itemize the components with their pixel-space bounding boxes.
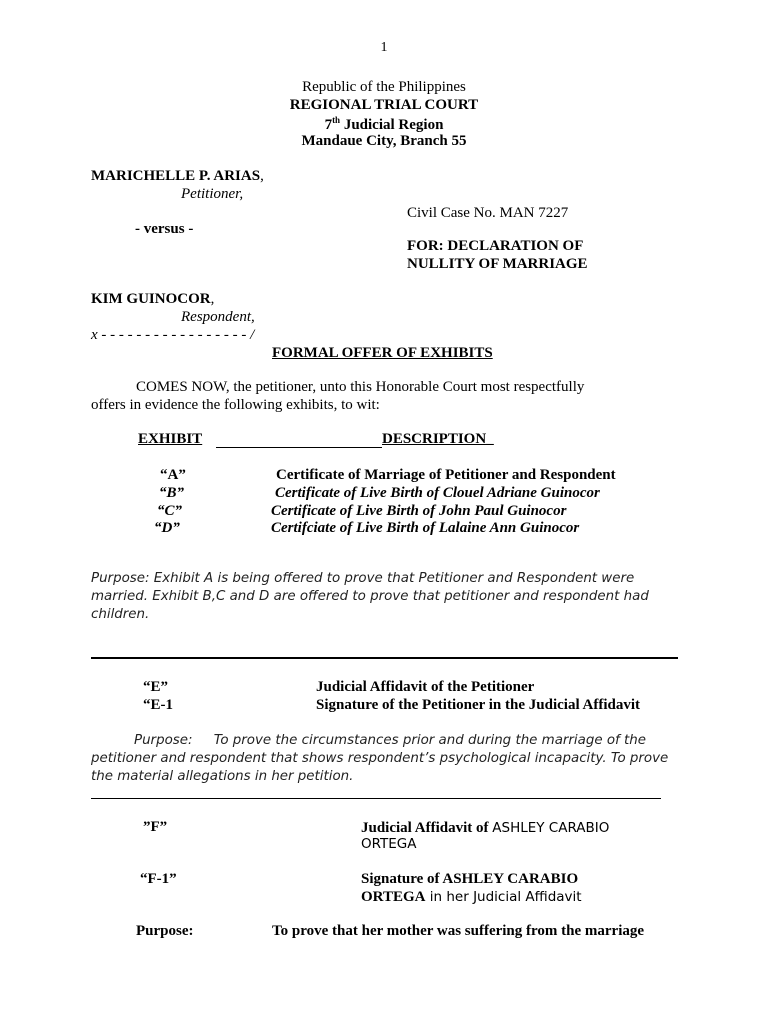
respondent-name: KIM GUINOCOR <box>91 291 211 307</box>
respondent-line <box>91 291 214 308</box>
header-republic: Republic of the Philippines <box>302 79 466 95</box>
exhibit-desc-b: Certificate of Live Birth of Clouel Adriane Guinocor <box>275 485 600 501</box>
purpose-e-label: Purpose: <box>134 733 193 748</box>
exhibit-desc-f-name: ASHLEY CARABIO <box>492 820 610 836</box>
exhibit-desc-e1: Signature of the Petitioner in the Judicial Affidavit <box>316 697 641 713</box>
header-underline <box>216 447 382 448</box>
exhibit-desc-f-name-2: ORTEGA <box>361 836 417 852</box>
exhibit-mark-d: “D” <box>154 520 180 536</box>
exhibit-desc-a: Certificate of Marriage of Petitioner and Respondent <box>276 467 616 483</box>
exhibit-mark-e: “E” <box>143 679 169 695</box>
exhibit-desc-f1-line1: Signature of ASHLEY CARABIO <box>361 871 579 887</box>
page-number: 1 <box>380 40 388 55</box>
exhibit-desc-f <box>361 819 609 837</box>
purpose-e-text: To prove the circumstances prior and during the marriage of the petitioner and respondent that shows respondent’s psychological incapacity. To prove the material allegations in her petition. <box>91 733 669 784</box>
exhibit-desc-c: Certificate of Live Birth of John Paul Guinocor <box>271 503 567 519</box>
region-label: Judicial Region <box>340 117 444 133</box>
purpose-f-label: Purpose: <box>136 923 194 939</box>
exhibit-desc-f-bold: Judicial Affidavit of <box>361 820 493 836</box>
exhibit-mark-f: ”F” <box>143 819 168 835</box>
exhibit-desc-f1-rest: in her Judicial Affidavit <box>425 889 582 905</box>
intro-line-2: offers in evidence the following exhibits, to wit: <box>91 397 380 413</box>
header-region <box>0 115 768 134</box>
exhibit-mark-a: “A” <box>160 467 186 483</box>
region-number: 7 <box>324 117 333 133</box>
intro-line-1: COMES NOW, the petitioner, unto this Honorable Court most respectfully <box>136 379 585 395</box>
versus-label: - versus - <box>135 221 194 237</box>
respondent-comma: , <box>210 291 215 307</box>
exhibit-mark-e1: “E-1 <box>143 697 173 713</box>
petitioner-line <box>91 168 264 185</box>
exhibit-desc-f1-bold: ORTEGA <box>361 889 426 905</box>
header-exhibit: EXHIBIT <box>138 431 203 447</box>
for-line-1: FOR: DECLARATION OF <box>407 238 584 254</box>
exhibit-mark-c: “C” <box>157 503 183 519</box>
exhibit-mark-f1: “F-1” <box>140 871 177 887</box>
case-number: Civil Case No. MAN 7227 <box>407 205 569 221</box>
region-suffix: th <box>332 115 341 125</box>
purpose-a-to-d: Purpose: Exhibit A is being offered to prove that Petitioner and Respondent were married. Exhibit B,C and D are offered to prove that petitioner and respondent had children. <box>91 571 649 622</box>
header-court: REGIONAL TRIAL COURT <box>289 97 479 113</box>
exhibit-desc-f1-line2 <box>361 888 582 906</box>
caption-separator: x - - - - - - - - - - - - - - - - - / <box>91 327 255 343</box>
header-description: DESCRIPTION_ <box>382 431 494 447</box>
purpose-e <box>91 732 691 786</box>
exhibit-desc-e: Judicial Affidavit of the Petitioner <box>316 679 535 695</box>
for-line-2: NULLITY OF MARRIAGE <box>407 256 588 272</box>
header-city: Mandaue City, Branch 55 <box>301 133 467 149</box>
section-divider <box>91 657 678 659</box>
respondent-role: Respondent, <box>181 309 255 325</box>
document-title: FORMAL OFFER OF EXHIBITS <box>272 345 493 361</box>
purpose-f-text: To prove that her mother was suffering from the marriage <box>272 923 645 939</box>
petitioner-comma: , <box>260 168 264 184</box>
exhibit-desc-d: Certifciate of Live Birth of Lalaine Ann Guinocor <box>271 520 580 536</box>
petitioner-name: MARICHELLE P. ARIAS <box>91 168 261 184</box>
exhibit-mark-b: “B” <box>159 485 185 501</box>
section-divider-thin <box>91 798 661 799</box>
petitioner-role: Petitioner, <box>181 186 244 202</box>
